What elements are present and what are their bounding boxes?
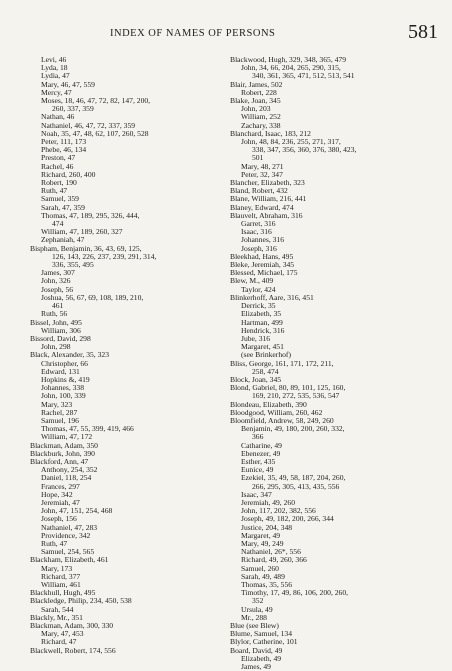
index-given-name-entry: Mary, 49, 249: [241, 538, 284, 548]
index-surname-entry: Blane, William, 216, 441: [230, 194, 307, 204]
index-given-name-entry: Elizabeth, 35: [241, 309, 282, 319]
index-continuation-line: 501: [252, 153, 264, 163]
index-given-name-entry: Sarah, 49, 489: [241, 571, 285, 581]
index-given-name-entry: Daniel, 118, 254: [41, 473, 92, 483]
index-surname-entry: Blanchard, Isaac, 183, 212: [230, 128, 311, 138]
index-given-name-entry: Ebenezer, 49: [241, 448, 281, 458]
index-surname-entry: Bliss, George, 161, 171, 172, 211,: [230, 358, 334, 368]
index-given-name-entry: Mary, 48, 271: [241, 161, 284, 171]
index-given-name-entry: Mary, 47, 453: [41, 629, 84, 639]
index-continuation-line: 336, 355, 495: [52, 260, 94, 270]
index-given-name-entry: John, 48, 84, 236, 255, 271, 317,: [241, 137, 341, 147]
index-surname-entry: Bloodgood, William, 260, 462: [230, 407, 323, 417]
index-given-name-entry: Johannes, 316: [241, 235, 285, 245]
index-given-name-entry: Mary, 46, 47, 559: [41, 79, 95, 89]
index-given-name-entry: Elizabeth, 49: [241, 653, 282, 663]
index-given-name-entry: Margaret, 451: [241, 342, 284, 352]
index-given-name-entry: John, 298: [41, 342, 71, 352]
index-given-name-entry: Nathaniel, 46, 47, 72, 337, 359: [41, 120, 136, 130]
index-surname-entry: Block, Joan, 345: [230, 374, 282, 384]
index-surname-entry: Bleke, Jeremiah, 345: [230, 260, 295, 270]
index-surname-entry: Blaney, Edward, 474: [230, 202, 294, 212]
index-surname-entry: Blond, Gabriel, 80, 89, 101, 125, 160,: [230, 383, 346, 393]
index-surname-entry: Blackford, Ann, 47: [30, 456, 89, 466]
index-continuation-line: 126, 143, 226, 237, 239, 291, 314,: [52, 251, 157, 261]
index-surname-entry: Blancher, Elizabeth, 323: [230, 178, 305, 188]
index-given-name-entry: Timothy, 17, 49, 86, 106, 200, 260,: [241, 588, 349, 598]
index-given-name-entry: Levi, 46: [41, 55, 67, 64]
index-given-name-entry: Thomas, 47, 55, 399, 419, 466: [41, 424, 134, 434]
index-column-right: [230, 56, 440, 671]
index-surname-entry: Blackham, Elizabeth, 461: [30, 555, 109, 565]
index-given-name-entry: William, 252: [241, 112, 281, 122]
index-given-name-entry: Ruth, 47: [41, 186, 68, 196]
index-surname-entry: Blackman, Adam, 350: [30, 440, 98, 450]
index-given-name-entry: Derrick, 35: [241, 301, 276, 311]
index-given-name-entry: Edward, 131: [41, 366, 80, 376]
index-given-name-entry: Benjamin, 49, 180, 200, 260, 332,: [241, 424, 345, 434]
index-given-name-entry: Samuel, 196: [41, 415, 79, 425]
index-given-name-entry: Garret, 316: [241, 219, 276, 229]
index-given-name-entry: Robert, 228: [241, 87, 277, 97]
index-given-name-entry: William, 47, 189, 260, 327: [41, 227, 123, 237]
index-continuation-line: 461: [52, 301, 64, 311]
index-given-name-entry: Preston, 47: [41, 153, 76, 163]
index-surname-entry: Bleekhad, Hans, 495: [230, 251, 294, 261]
index-surname-entry: Bland, Robert, 432: [230, 186, 288, 196]
index-surname-entry: Blackburk, John, 390: [30, 448, 95, 458]
index-surname-entry: Blauvelt, Abraham, 316: [230, 210, 303, 220]
index-surname-entry: Blylor, Catherine, 101: [230, 637, 298, 647]
index-surname-entry: Blackman, Adam, 300, 330: [30, 621, 114, 631]
index-given-name-entry: Hendrick, 316: [241, 325, 285, 335]
index-surname-entry: Blake, Joan, 345: [230, 96, 281, 106]
index-given-name-entry: Johannes, 338: [41, 383, 85, 393]
index-given-name-entry: Rachel, 46: [41, 161, 74, 171]
index-given-name-entry: Eunice, 49: [241, 465, 274, 475]
index-given-name-entry: Ruth, 56: [41, 309, 68, 319]
index-given-name-entry: Ezekiel, 35, 49, 58, 187, 204, 260,: [241, 473, 346, 483]
index-given-name-entry: Sarah, 47, 359: [41, 202, 85, 212]
index-given-name-entry: Isaac, 347: [241, 489, 272, 499]
index-continuation-line: 260, 337, 359: [52, 104, 94, 114]
index-given-name-entry: Ruth, 47: [41, 538, 68, 548]
index-continuation-line: 169, 210, 272, 535, 536, 547: [252, 391, 340, 401]
index-given-name-entry: Mary, 323: [41, 399, 73, 409]
index-given-name-entry: Catharine, 49: [241, 440, 282, 450]
index-given-name-entry: Joseph, 49, 182, 200, 266, 344: [241, 514, 334, 524]
index-surname-entry: Blume, Samuel, 134: [230, 629, 293, 639]
index-given-name-entry: William, 47, 172: [41, 432, 93, 442]
index-given-name-entry: Zephaniah, 47: [41, 235, 85, 245]
index-given-name-entry: John, 203: [241, 104, 271, 114]
index-given-name-entry: Joseph, 316: [241, 243, 277, 253]
index-given-name-entry: Justice, 204, 348: [241, 522, 293, 532]
index-surname-entry: Blackledge, Philip, 234, 450, 538: [30, 596, 132, 606]
index-given-name-entry: Richard, 377: [41, 571, 81, 581]
index-given-name-entry: William, 461: [41, 580, 81, 589]
index-given-name-entry: Nathaniel, 26*, 556: [241, 547, 301, 557]
index-surname-entry: Blinkerhoff, Aare, 316, 451: [230, 292, 314, 302]
index-surname-entry: Blackwood, Hugh, 329, 348, 365, 479: [230, 55, 347, 64]
index-given-name-entry: Richard, 260, 400: [41, 169, 96, 179]
index-given-name-entry: Lydia, 47: [41, 71, 70, 81]
index-given-name-entry: Hope, 342: [41, 489, 73, 499]
index-given-name-entry: Joseph, 56: [41, 284, 74, 294]
index-given-name-entry: Sarah, 544: [41, 604, 74, 614]
index-given-name-entry: Margaret, 49: [241, 530, 281, 540]
index-given-name-entry: Taylor, 424: [241, 284, 276, 294]
index-continuation-line: 258, 474: [252, 366, 279, 376]
index-surname-entry: Blair, James, 502: [230, 79, 283, 89]
index-given-name-entry: Richard, 47: [41, 637, 77, 647]
index-continuation-line: 366: [252, 432, 264, 442]
index-surname-entry: Blew, M., 409: [230, 276, 274, 286]
index-given-name-entry: Robert, 190: [41, 178, 77, 188]
index-continuation-line: 338, 347, 356, 360, 376, 380, 423,: [252, 145, 357, 155]
index-given-name-entry: Nathan, 46: [41, 112, 75, 122]
index-given-name-entry: (see Brinkerhof): [241, 350, 291, 360]
index-given-name-entry: Noah, 35, 47, 48, 62, 107, 260, 528: [41, 128, 149, 138]
index-given-name-entry: Ursula, 49: [241, 604, 273, 614]
index-given-name-entry: Hartman, 499: [241, 317, 283, 327]
index-continuation-line: 340, 361, 365, 471, 512, 513, 541: [252, 71, 355, 81]
index-given-name-entry: Isaac, 316: [241, 227, 272, 237]
index-continuation-line: 474: [52, 219, 64, 229]
running-title: INDEX OF NAMES OF PERSONS: [110, 28, 276, 39]
index-continuation-line: 266, 295, 305, 413, 435, 556: [252, 481, 340, 491]
index-continuation-line: 352: [252, 596, 264, 606]
index-surname-entry: Blackhull, Hugh, 495: [30, 588, 96, 598]
index-surname-entry: Bissord, David, 298: [30, 333, 91, 343]
index-given-name-entry: Samuel, 254, 565: [41, 547, 95, 557]
index-given-name-entry: Joseph, 156: [41, 514, 77, 524]
index-given-name-entry: Richard, 49, 260, 366: [241, 555, 307, 565]
page-header: [0, 10, 452, 42]
index-given-name-entry: Mercy, 47: [41, 87, 72, 97]
index-given-name-entry: Thomas, 35, 556: [241, 580, 293, 589]
index-given-name-entry: Jube, 316: [241, 333, 271, 343]
index-given-name-entry: Frances, 297: [41, 481, 80, 491]
index-given-name-entry: Samuel, 260: [241, 563, 279, 573]
index-given-name-entry: Moses, 18, 46, 47, 72, 82, 147, 200,: [41, 96, 151, 106]
index-given-name-entry: Peter, 111, 173: [41, 137, 87, 147]
index-given-name-entry: Providence, 342: [41, 530, 91, 540]
index-column-left: [30, 56, 228, 655]
index-surname-entry: Bispham, Benjamin, 36, 43, 69, 125,: [30, 243, 142, 253]
index-given-name-entry: Joshua, 56, 67, 69, 108, 189, 210,: [41, 292, 144, 302]
index-surname-entry: Bissel, John, 495: [30, 317, 82, 327]
index-given-name-entry: Lyda, 18: [41, 63, 68, 73]
index-given-name-entry: James, 307: [41, 268, 75, 278]
index-given-name-entry: Anthony, 254, 352: [41, 465, 98, 475]
index-given-name-entry: John, 117, 202, 382, 556: [241, 506, 316, 516]
index-given-name-entry: Zachary, 338: [241, 120, 281, 130]
index-given-name-entry: Phebe, 46, 134: [41, 145, 87, 155]
index-given-name-entry: Nathaniel, 47, 283: [41, 522, 98, 532]
index-surname-entry: Blondeau, Elizabeth, 390: [230, 399, 307, 409]
index-surname-entry: Bloomfield, Andrew, 58, 249, 260: [230, 415, 334, 425]
page-number: 581: [408, 21, 438, 43]
index-given-name-entry: John, 100, 339: [41, 391, 86, 401]
index-given-name-entry: Mary, 173: [41, 563, 73, 573]
index-surname-entry: Blue (see Blew): [230, 621, 279, 631]
index-given-name-entry: Samuel, 359: [41, 194, 79, 204]
index-given-name-entry: Mr., 288: [241, 612, 267, 622]
index-surname-entry: Blackwell, Robert, 174, 556: [30, 645, 116, 655]
index-surname-entry: Black, Alexander, 35, 323: [30, 350, 109, 360]
index-given-name-entry: Hopkins &, 419: [41, 374, 90, 384]
index-given-name-entry: John, 326: [41, 276, 71, 286]
index-surname-entry: Blackly, Mr., 351: [30, 612, 83, 622]
index-given-name-entry: John, 47, 151, 254, 468: [41, 506, 113, 516]
index-surname-entry: Blessed, Michael, 175: [230, 268, 298, 278]
index-surname-entry: Board, David, 49: [230, 645, 283, 655]
index-given-name-entry: John, 34, 66, 204, 265, 290, 315,: [241, 63, 341, 73]
index-given-name-entry: Thomas, 47, 189, 295, 326, 444,: [41, 210, 140, 220]
index-given-name-entry: Jeremiah, 47: [41, 497, 80, 507]
index-given-name-entry: Esther, 435: [241, 456, 276, 466]
index-given-name-entry: Peter, 32, 347: [241, 169, 283, 179]
index-given-name-entry: William, 306: [41, 325, 81, 335]
index-given-name-entry: Christopher, 66: [41, 358, 88, 368]
index-given-name-entry: Rachel, 287: [41, 407, 78, 417]
index-given-name-entry: Jeremiah, 49, 260: [241, 497, 295, 507]
index-given-name-entry: James, 49: [241, 662, 271, 671]
